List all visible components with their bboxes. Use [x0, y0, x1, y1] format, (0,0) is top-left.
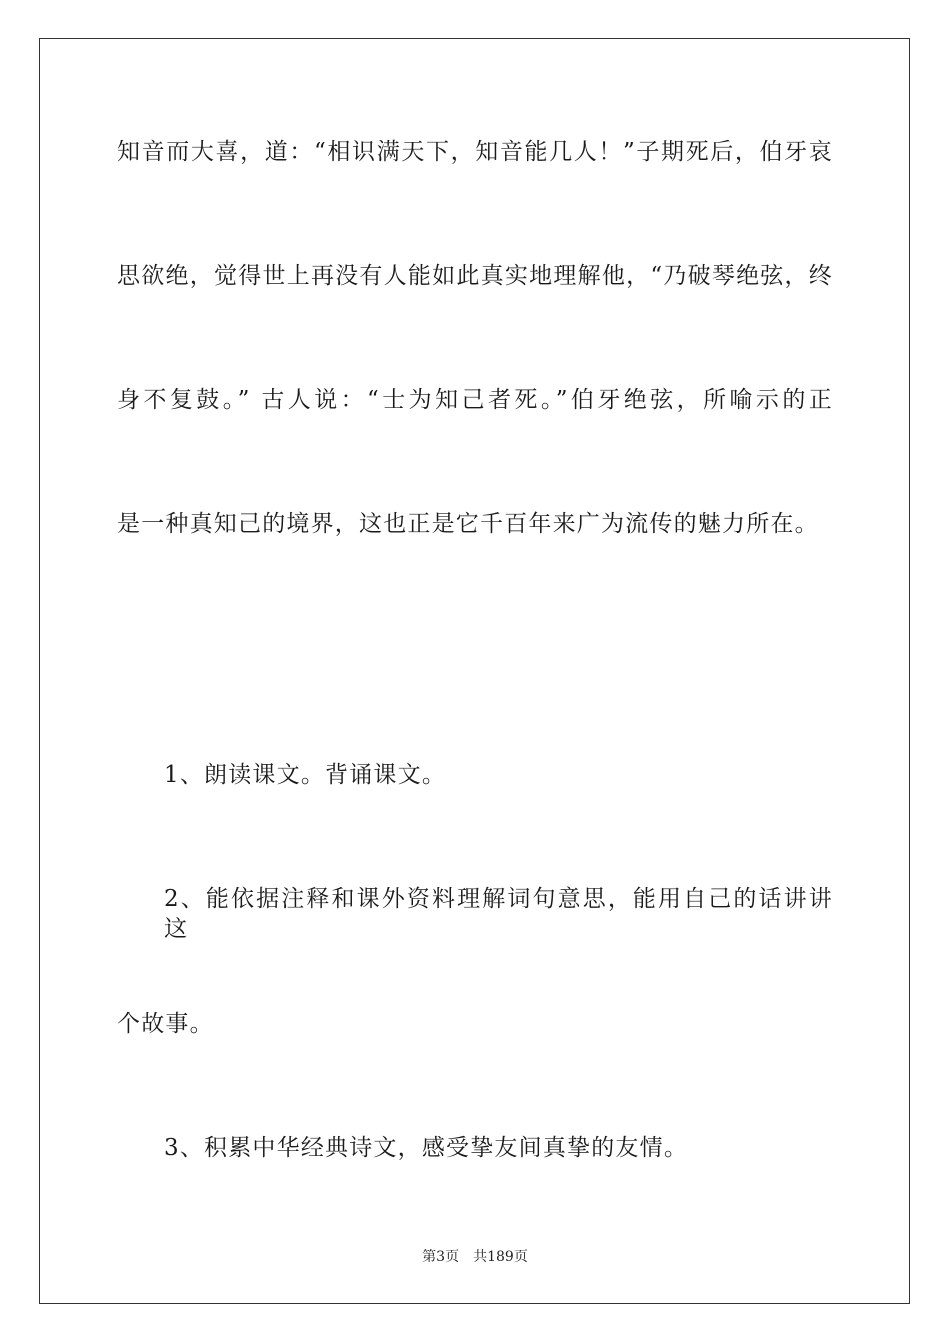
body-text-line: 是一种真知己的境界，这也正是它千百年来广为流传的魅力所在。: [117, 511, 819, 537]
page-border: [39, 38, 910, 1304]
objective-item: 3、积累中华经典诗文，感受挚友间真挚的友情。: [164, 1135, 689, 1161]
objective-item: 1、朗读课文。背诵课文。: [164, 762, 447, 788]
body-text-line: 思欲绝，觉得世上再没有人能如此真实地理解他，“乃破琴绝弦，终: [117, 263, 833, 289]
page-footer: [0, 1248, 950, 1266]
body-text-line: 身不复鼓。” 古人说：“士为知己者死。”伯牙绝弦，所喻示的正: [117, 387, 833, 413]
page-number-current: 第3页: [422, 1249, 460, 1265]
objective-item: 2、能依据注释和课外资料理解词句意思，能用自己的话讲讲这: [164, 886, 833, 942]
objective-item-continuation: 个故事。: [117, 1011, 214, 1037]
body-text-line: 知音而大喜，道：“相识满天下，知音能几人！”子期死后，伯牙哀: [117, 139, 833, 165]
page-number-total: 共189页: [473, 1249, 528, 1265]
